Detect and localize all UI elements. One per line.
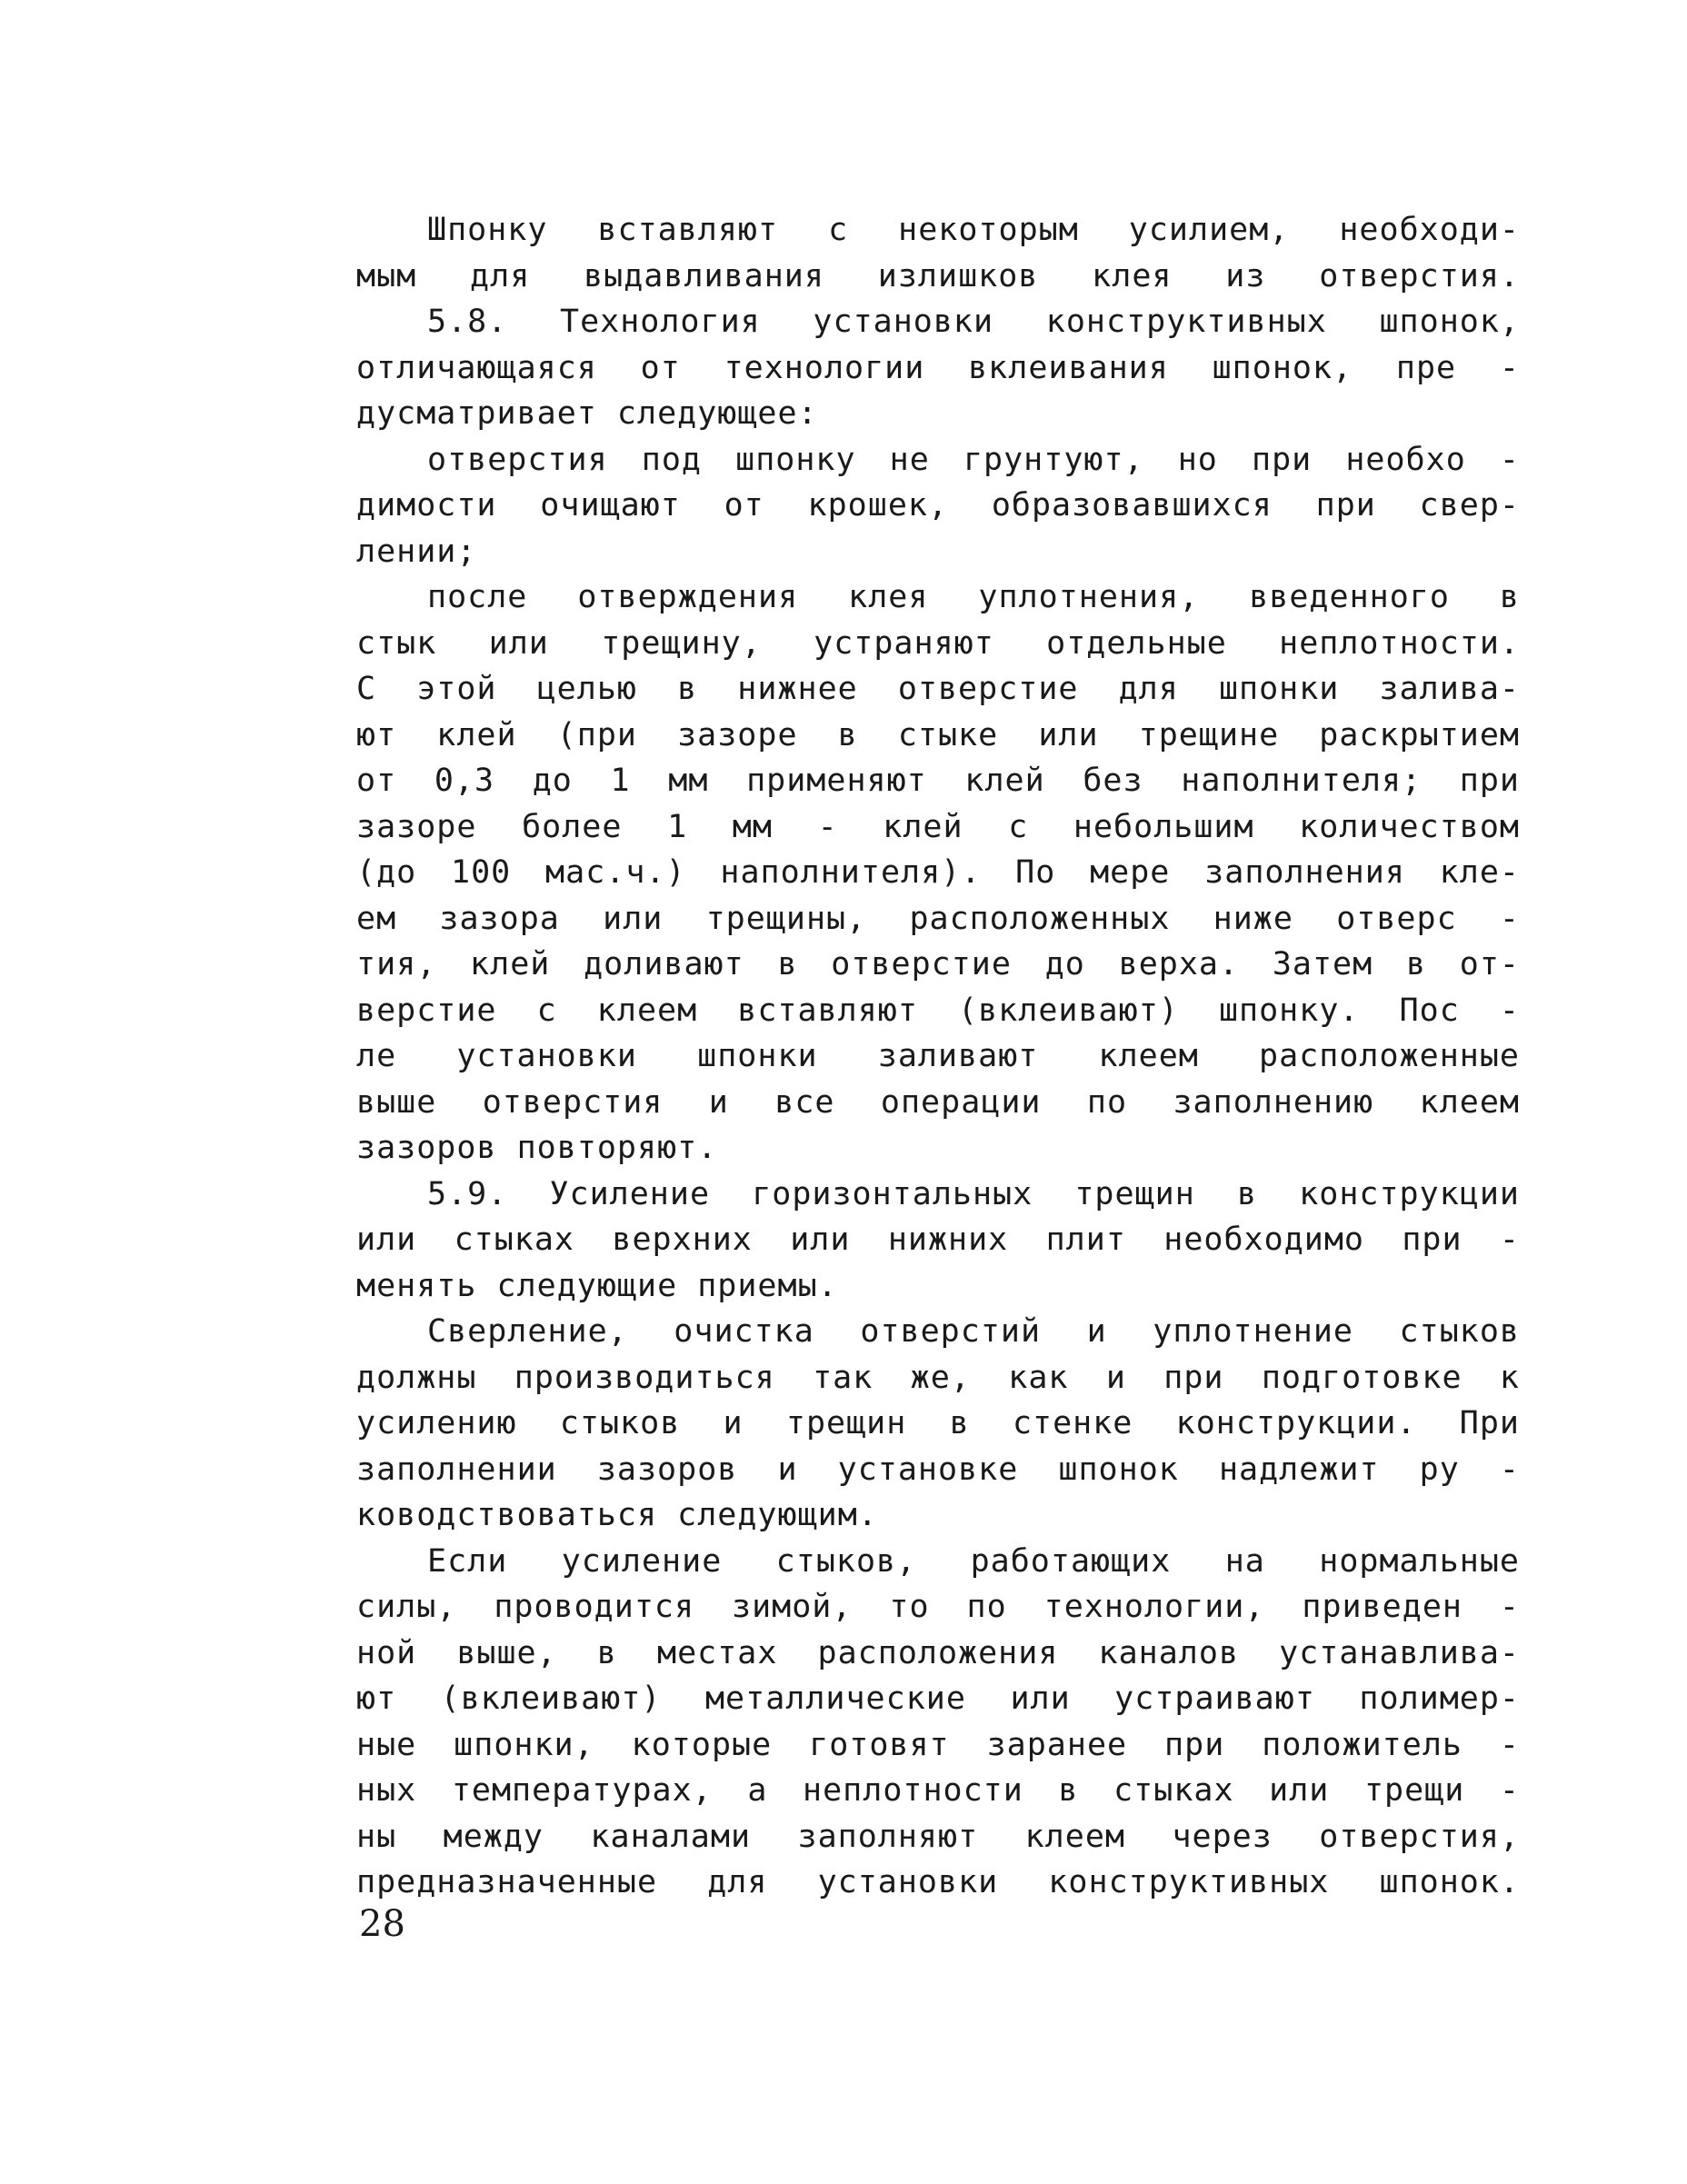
text-line: отверстия под шпонку не грунтуют, но при необхо - bbox=[427, 441, 1520, 478]
text-line: лении; bbox=[356, 533, 477, 570]
text-line: тия, клей доливают в отверстие до верха. Затем в от- bbox=[356, 946, 1520, 982]
text-line: предназначенные для установки конструктивных шпонок. bbox=[356, 1864, 1520, 1900]
text-line: мым для выдавливания излишков клея из отверстия. bbox=[356, 257, 1520, 294]
text-line: верстие с клеем вставляют (вклеивают) шпонку. Пос - bbox=[356, 992, 1520, 1029]
text-line: отличающаяся от технологии вклеивания шпонок, пре - bbox=[356, 349, 1520, 386]
text-line: (до 100 мас.ч.) наполнителя). По мере заполнения кле- bbox=[356, 854, 1520, 891]
page-number: 28 bbox=[359, 1903, 405, 1945]
text-line: силы, проводится зимой, то по технологии, приведен - bbox=[356, 1589, 1520, 1625]
text-line: С этой целью в нижнее отверстие для шпонки залива- bbox=[356, 671, 1520, 707]
text-line: ных температурах, а неплотности в стыках или трещи - bbox=[356, 1772, 1520, 1809]
text-line: заполнении зазоров и установке шпонок надлежит ру - bbox=[356, 1451, 1520, 1488]
text-line: Если усиление стыков, работающих на нормальные bbox=[427, 1542, 1520, 1580]
text-line: ные шпонки, которые готовят заранее при положитель - bbox=[356, 1726, 1520, 1763]
text-line: менять следующие приемы. bbox=[356, 1267, 838, 1304]
text-line: дусматривает следующее: bbox=[356, 395, 818, 432]
text-line: зазоре более 1 мм - клей с небольшим количеством bbox=[356, 808, 1520, 845]
text-line: Шпонку вставляют с некоторым усилием, необходи- bbox=[427, 212, 1520, 248]
text-line: или стыках верхних или нижних плит необходимо при - bbox=[356, 1222, 1520, 1258]
text-line: ны между каналами заполняют клеем через отверстия, bbox=[356, 1818, 1520, 1855]
text-line: Сверление, очистка отверстий и уплотнение стыков bbox=[427, 1313, 1520, 1350]
text-line: ле установки шпонки заливают клеем расположенные bbox=[356, 1038, 1520, 1074]
text-line: ной выше, в местах расположения каналов устанавлива- bbox=[356, 1634, 1520, 1671]
text-line: ют клей (при зазоре в стыке или трещине раскрытием bbox=[356, 716, 1520, 753]
text-line: должны производиться так же, как и при подготовке к bbox=[356, 1359, 1520, 1396]
text-line: 5.8. Технология установки конструктивных шпонок, bbox=[427, 304, 1520, 340]
text-line: зазоров повторяют. bbox=[356, 1130, 718, 1166]
text-line: усилению стыков и трещин в стенке конструкции. При bbox=[356, 1405, 1520, 1441]
text-line: 5.9. Усиление горизонтальных трещин в конструкции bbox=[427, 1175, 1520, 1212]
text-line: от 0,3 до 1 мм применяют клей без наполнителя; при bbox=[356, 763, 1520, 799]
text-line: после отверждения клея уплотнения, введенного в bbox=[427, 579, 1520, 615]
text-line: ководствоваться следующим. bbox=[356, 1497, 878, 1533]
text-line: ем зазора или трещины, расположенных ниже отверс - bbox=[356, 900, 1520, 937]
text-line: димости очищают от крошек, образовавшихся при свер- bbox=[356, 487, 1520, 524]
body-text bbox=[356, 207, 1520, 1906]
text-line: ют (вклеивают) металлические или устраивают полимер- bbox=[356, 1680, 1520, 1717]
text-line: выше отверстия и все операции по заполнению клеем bbox=[356, 1083, 1520, 1121]
text-line: стык или трещину, устраняют отдельные неплотности. bbox=[356, 624, 1520, 662]
